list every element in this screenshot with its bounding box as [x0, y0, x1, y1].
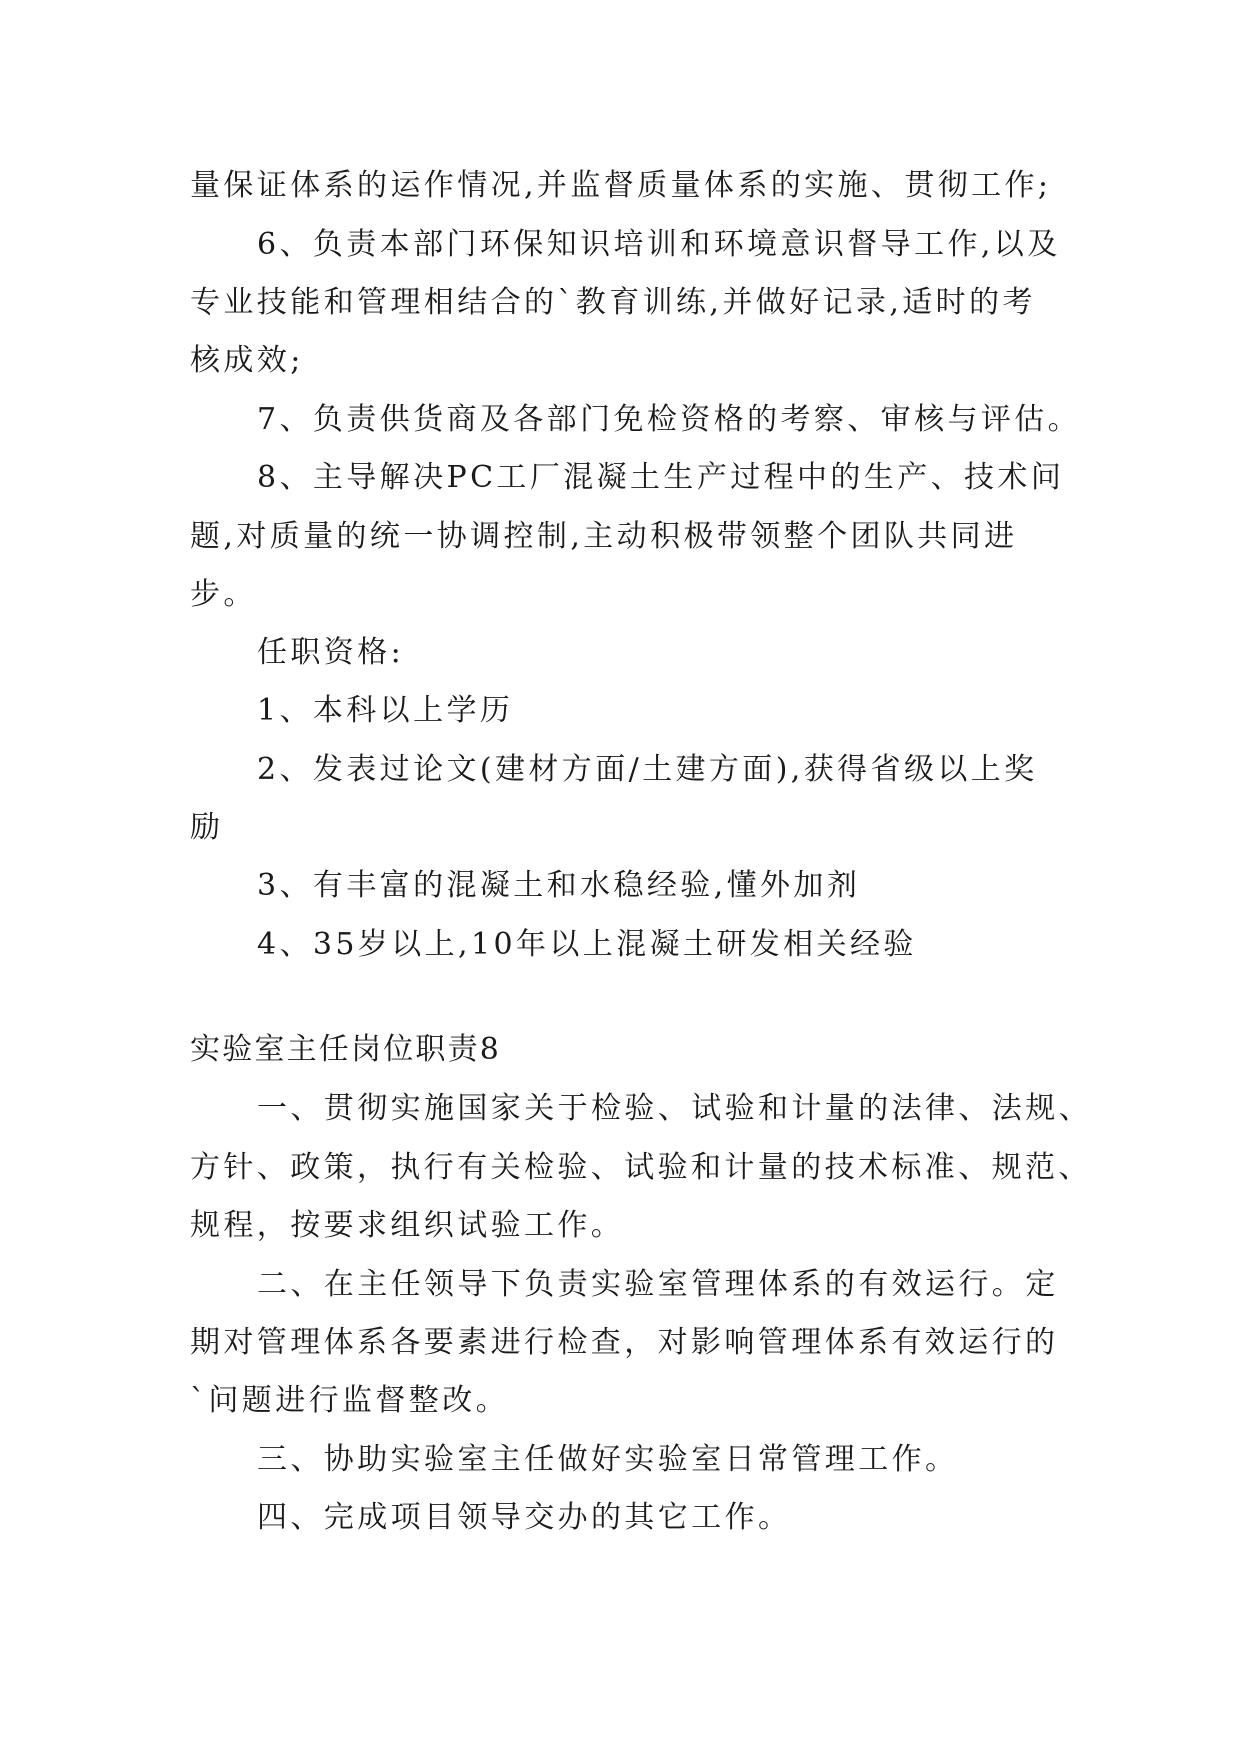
paragraph-line: 任职资格:: [257, 635, 405, 670]
paragraph-line: 7、负责供货商及各部门免检资格的考察、审核与评估。: [257, 402, 1082, 437]
paragraph-line: 三、协助实验室主任做好实验室日常管理工作。: [257, 1442, 959, 1477]
paragraph-line: 四、完成项目领导交办的其它工作。: [257, 1500, 792, 1535]
paragraph-line: `问题进行监督整改。: [190, 1383, 509, 1418]
paragraph-line: 二、在主任领导下负责实验室管理体系的有效运行。定: [257, 1267, 1059, 1302]
paragraph-line: 题,对质量的统一协调控制,主动积极带领整个团队共同进: [190, 519, 1018, 554]
paragraph-line: 6、负责本部门环保知识培训和环境意识督导工作,以及: [257, 227, 1061, 262]
paragraph-line: 2、发表过论文(建材方面/土建方面),获得省级以上奖: [257, 752, 1038, 787]
paragraph-line: 励: [190, 810, 224, 845]
paragraph-line: 一、贯彻实施国家关于检验、试验和计量的法律、法规、: [257, 1091, 1092, 1126]
paragraph-line: 8、主导解决PC工厂混凝土生产过程中的生产、技术问: [257, 460, 1065, 495]
paragraph-line: 规程，按要求组织试验工作。: [190, 1208, 625, 1243]
paragraph-line: 4、35岁以上,10年以上混凝土研发相关经验: [257, 927, 917, 962]
paragraph-line: 3、有丰富的混凝土和水稳经验,懂外加剂: [257, 868, 861, 903]
paragraph-line: 步。: [190, 577, 257, 612]
paragraph-line: 核成效;: [190, 343, 304, 378]
paragraph-line: 方针、政策，执行有关检验、试验和计量的技术标准、规范、: [190, 1150, 1092, 1185]
paragraph-line: 量保证体系的运作情况,并监督质量体系的实施、贯彻工作;: [190, 168, 1052, 203]
paragraph-line: 期对管理体系各要素进行检查，对影响管理体系有效运行的: [190, 1325, 1059, 1360]
paragraph-line: 专业技能和管理相结合的`教育训练,并做好记录,适时的考: [190, 285, 1036, 320]
paragraph-line: 1、本科以上学历: [257, 693, 514, 728]
section-title: 实验室主任岗位职责8: [190, 1032, 502, 1067]
